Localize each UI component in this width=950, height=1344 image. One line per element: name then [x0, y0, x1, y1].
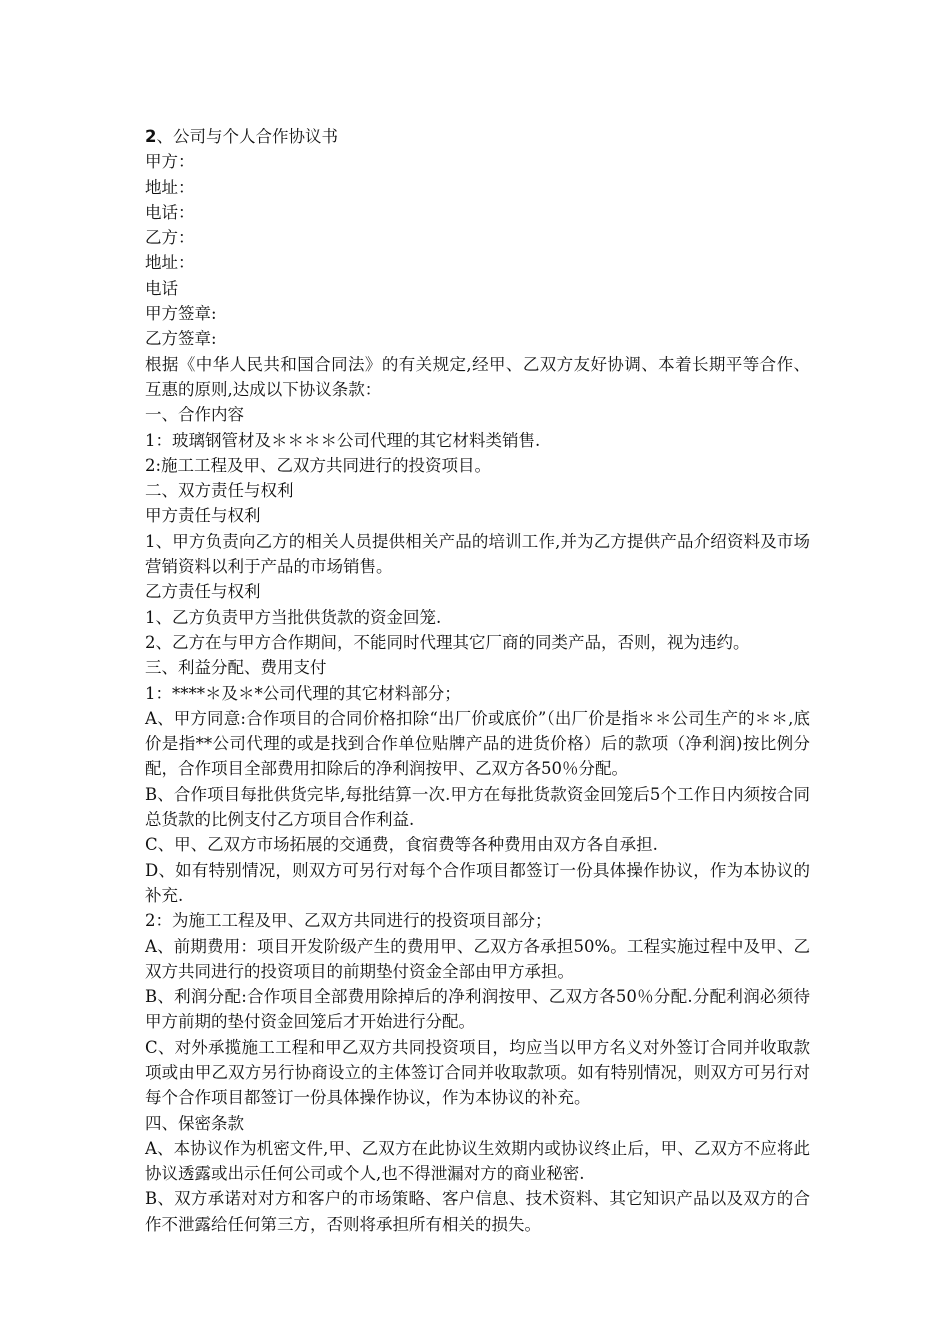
party-b-duty-1: 1、乙方负责甲方当批供货款的资金回笼.: [145, 607, 442, 627]
party-a-address: 地址：: [145, 177, 195, 197]
section-4-clause-a: A、本协议作为机密文件,甲、乙双方在此协议生效期内或协议终止后，甲、乙双方不应将此协议透露或出示任何公司或个人,也不得泄漏对方的商业秘密.: [145, 1138, 810, 1184]
section-3-part-1: 1：****＊及＊*公司代理的其它材料部分；: [145, 683, 461, 703]
section-1-item-1: 1：玻璃钢管材及＊＊＊＊公司代理的其它材料类销售.: [145, 430, 541, 450]
section-3-part-2-a: A、前期费用：项目开发阶级产生的费用甲、乙双方各承担50%。工程实施过程中及甲、乙双方共同进行的投资项目的前期垫付资金全部由甲方承担。: [145, 936, 810, 981]
section-1-heading: 一、合作内容: [145, 405, 244, 425]
party-a-duty-1: 1、甲方负责向乙方的相关人员提供相关产品的培训工作,并为乙方提供产品介绍资料及市场营销资料以利于产品的市场销售。: [145, 531, 810, 577]
section-3-part-1-c: C、甲、乙双方市场拓展的交通费，食宿费等各种费用由双方各自承担.: [145, 835, 658, 855]
section-4-heading: 四、保密条款: [145, 1113, 244, 1133]
section-3-part-1-a: A、甲方同意:合作项目的合同价格扣除“出厂价或底价”（出厂价是指＊＊公司生产的＊＊,底价是指**公司代理的或是找到合作单位贴牌产品的进货价格）后的款项（净利润)按比例分配，合作项目全部费用扣除后的净利润按甲、乙双方各50％分配。: [145, 708, 810, 779]
section-1-item-2: 2:施工工程及甲、乙双方共同进行的投资项目。: [145, 455, 492, 475]
party-b-address: 地址：: [145, 253, 195, 273]
party-a-phone: 电话：: [145, 202, 195, 222]
title-number: 2: [145, 127, 157, 146]
title-text: 、公司与个人合作协议书: [156, 127, 338, 146]
section-3-part-1-b: B、合作项目每批供货完毕,每批结算一次.甲方在每批货款资金回笼后5个工作日内须按合同总货款的比例支付乙方项目合作利益.: [145, 784, 810, 830]
section-3-heading: 三、利益分配、费用支付: [145, 658, 327, 678]
party-b-signature: 乙方签章:: [145, 329, 217, 349]
party-b-duty-2: 2、乙方在与甲方合作期间，不能同时代理其它厂商的同类产品，否则，视为违约。: [145, 632, 750, 652]
section-3-part-2-c: C、对外承揽施工工程和甲乙双方共同投资项目，均应当以甲方名义对外签订合同并收取款项或由甲乙双方另行协商设立的主体签订合同并收取款项。如有特别情况，则双方可另行对每个合作项目都签订一份具体操作协议，作为本协议的补充。: [145, 1037, 810, 1108]
section-2-heading: 二、双方责任与权利: [145, 481, 294, 501]
party-b-phone: 电话: [145, 278, 178, 298]
section-3-part-2: 2：为施工工程及甲、乙双方共同进行的投资项目部分；: [145, 911, 552, 931]
document-page: [145, 124, 810, 1237]
party-a-label: 甲方：: [145, 152, 195, 172]
party-a-signature: 甲方签章:: [145, 304, 217, 324]
intro-paragraph: 根据《中华人民共和国合同法》的有关规定,经甲、乙双方友好协调、本着长期平等合作、互惠的原则,达成以下协议条款：: [145, 354, 810, 399]
section-3-part-1-d: D、如有特别情况，则双方可另行对每个合作项目都签订一份具体操作协议，作为本协议的补充.: [145, 860, 810, 905]
section-4-clause-b: B、双方承诺对对方和客户的市场策略、客户信息、技术资料、其它知识产品以及双方的合作不泄露给任何第三方，否则将承担所有相关的损失。: [145, 1189, 810, 1234]
party-a-duties-heading: 甲方责任与权利: [145, 506, 261, 526]
section-3-part-2-b: B、利润分配:合作项目全部费用除掉后的净利润按甲、乙双方各50％分配.分配利润必须待甲方前期的垫付资金回笼后才开始进行分配。: [145, 987, 810, 1032]
party-b-label: 乙方：: [145, 228, 195, 248]
party-b-duties-heading: 乙方责任与权利: [145, 582, 261, 602]
document-title: [145, 124, 810, 149]
